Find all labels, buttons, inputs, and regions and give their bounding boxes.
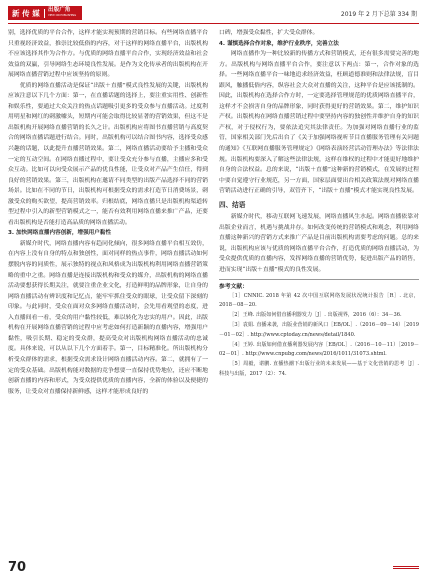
issue-info: 2019 年 2 月下总第 334 期 <box>340 11 417 18</box>
journal-title-block <box>48 8 76 17</box>
reference-item: ［1］CNNIC. 2018 年第 42 次中国互联网络发展状况统计报告［R］. 北京，2018－08－20. <box>219 292 419 309</box>
reference-item: ［3］袁娟. 直播来袭，出版业营销的新风口［EB/OL］.（2016－09－14）［2019－01－02］. http://www.cptoday.cn/news/detail/1840. <box>219 321 419 338</box>
subsection-heading: 4. 谨慎选择合作对象，维护行业秩序，完善立法 <box>219 40 339 47</box>
subsection-heading: 3. 加快网络直播内容创新，增强用户黏性 <box>8 230 112 237</box>
body-paragraph: 新媒介时代，网络直播内容有趋同化倾向，很多网络直播平台相互效仿，在内容上没有自身的特点和独创性，面对同样的热点事件，网络直播活动如何摆脱内容的同质性，展示独特的视点和风格成为出版机构利用网络直播营销策略的重中之重。网络直播是连接出版机构和受众的媒介，出版机构的网络直播活动要想获得长期关注，就要注重企业文化，打造鲜明的品牌形象，让自身的网络直播活动有辨识度和记忆点，能牢牢抓住受众的眼球，让受众留下深刻的印象。与此同时，受众在面对众多网络直播活动时，会先用看观望的态度，进入直播间看一看，受众的用户黏性较低，难以转化为忠实的用户。因此，出版机构在开展网络直播营销的过程中应考虑如何打造新颖的直播内容，增强用户黏性，吸引长期、稳定的受众群，提高受众对出版机构网络直播活动的忠诚度。具体来说，可以从以下几个方面着手。第一，目标精准化。所出版机构分析受众群体的需求，根据受众需求设计网络直播活动内容。第二，就拥有了一定的受众基础。出版机构能对数据的竞争想要一直保持优势地位，还应不断地创新直播的内容和形式，为受众提供优质的直播内容，全新的体验以及便捷的服务，让受众对直播保持新鲜感，这样才能形成良好的 <box>8 240 208 395</box>
section-heading: 四、结语 <box>219 200 246 209</box>
reference-item: ［4］王婷. 出版如何借直播利器发展内容［EB/OL］.（2016－10－11）［2019－02－01］. http://www.cnpubg.com/news/2016/1011/31073.shtml. <box>219 341 419 358</box>
footer-ornament <box>393 566 419 569</box>
page-header <box>0 0 427 26</box>
body-paragraph: 别，选择优质的平台合作，这样才能实现预期的营销目标。有些网络直播平台只重视经济效益，推崇比较低俗的内容，对于这样的网络直播平台，出版机构不应该选择其作为合作方。与优质的网络直播平台合作，实现经济效益和社会效益的双赢，引导网络生态环境良性发展。是作为文化传承者的出版机构在开展网络直播营销过程中应该坚持的原则。 <box>8 30 208 79</box>
column-name: 新 传 媒 <box>12 8 40 18</box>
body-paragraph: 口碑，增强受众黏性，扩大受众群体。 <box>219 30 319 36</box>
journal-title-en: VIEW ON PUBLISHING <box>48 14 77 17</box>
journal-title-cn: 出版广角 <box>48 7 71 14</box>
body-paragraph: 新媒介时代，移动互联网飞速发展，网络直播风生水起。网络直播依靠对出版企业而言，机遇与挑战并存。如何改变传统的营销模式和观念，利用网络直播这种新兴的营销方式来推广产品是目前出版机构需要考虑的问题。总的来说，出版机构应该与优质的网络直播平台合作，打造优质的网络直播活动，为受众提供优质的直播内容，发挥网络直播的营销优势，促进出版产品的销售，进而实现“出版＋直播”模式的良性发展。 <box>219 214 419 274</box>
page-number: 70 <box>8 560 27 575</box>
header-rule <box>8 23 419 24</box>
logo-divider <box>44 9 45 18</box>
body-paragraph: 网络直播作为一种比较新的传播方式和营销模式，还有很多需要完善的地方。出版机构与网络直播平台合作，要注意以下两点：第一，合作对象的选择。一些网络直播平台一味地追求经济效益，枉顾道德准则和法律法规，盲目跟风，触播低俗内容，纵容社会大众对直播的关注，这种平台是应该抵制的。因此，出版机构在选择合作方时，一定要选择管理规范的优质网络直播平台，这样才不会损害自身的品牌形象，同时获得更好的营销效果。第二，维护知识产权。出版机构在网络直播营销过程中要坚持内容的独创性并维护自身的知识产权，对于侵权行为，要依法追究其法律责任。为加强对网络直播行业的监管，国家相关部门先后出台了《关于加强网络视听节目直播服务管理有关问题的通知》《互联网直播服务管理规定》《网络表演经营活动管理办法》等法律法规。出版机构要深入了解这些法律法规，这样在维权的过程中才能更好地维护自身的合法权益。总的来说，“出版＋直播”这种新的营销模式，在发展的过程中要自觉遵守行业规范，另一方面，国家层面要出台相关政策法规对网络直播营销活动进行正确的引导，双管齐下，“出版＋直播”模式才能实现良性发展。 <box>219 51 419 195</box>
left-column <box>8 28 208 543</box>
right-column <box>219 28 419 528</box>
body-paragraph: 优质的网络直播活动是保证“出版＋直播”模式良性发展的关键，出版机构应该注意以下几个方面：第一，在直播话题的选择上，要注重实用性、创新性和娱乐性，要通过大众关注的热点话题吸引更多的受众参与直播活动。过度利用明星和网红的刺激噱头，短期内可能会取得比较显著的营销效果，但这不是出版机构开展网络直播营销的长久之计。出版机构应将图书直播营销与高度契合的网络直播话题进行结合。同时，出版机构可以结合图书内容，选择受众感兴趣的话题，以此提升直播营销效果。第二，网络直播活动要给予主播和受众一定的互动空间。在网络直播过程中，要让受众充分参与直播，主播应多和受众互动。比如可以向受众展示产品的优良性能，让受众对产品产生信任，得到良好的营销效果。第三，出版机构在邀请不同类型的出版产品选择不同的营销场景。比如在不同的节日，出版机构可根据受众的需求打造节日消费场景，刺激受众的购买欲望，提高营销效率。归根结底，网络直播只是出版机构渠道转型过程中引入的新型营销模式之一，能否有效利用网络直播来推广产品，还要看出版机构是否能打造高品质的网络直播活动。 <box>8 82 208 226</box>
reference-item: ［2］王峰. 出版如何借直播利器发力［J］. 出版视界，2016（6）：34－36. <box>229 312 402 319</box>
journal-logo <box>8 6 82 20</box>
reference-item: ［5］周毅，谌鹏. 直播热潮下出版行业的未来发展——基于文化营销的思考［J］. 科技与出版，2017（2）：74. <box>219 361 419 377</box>
references-heading: 参考文献： <box>219 279 419 292</box>
